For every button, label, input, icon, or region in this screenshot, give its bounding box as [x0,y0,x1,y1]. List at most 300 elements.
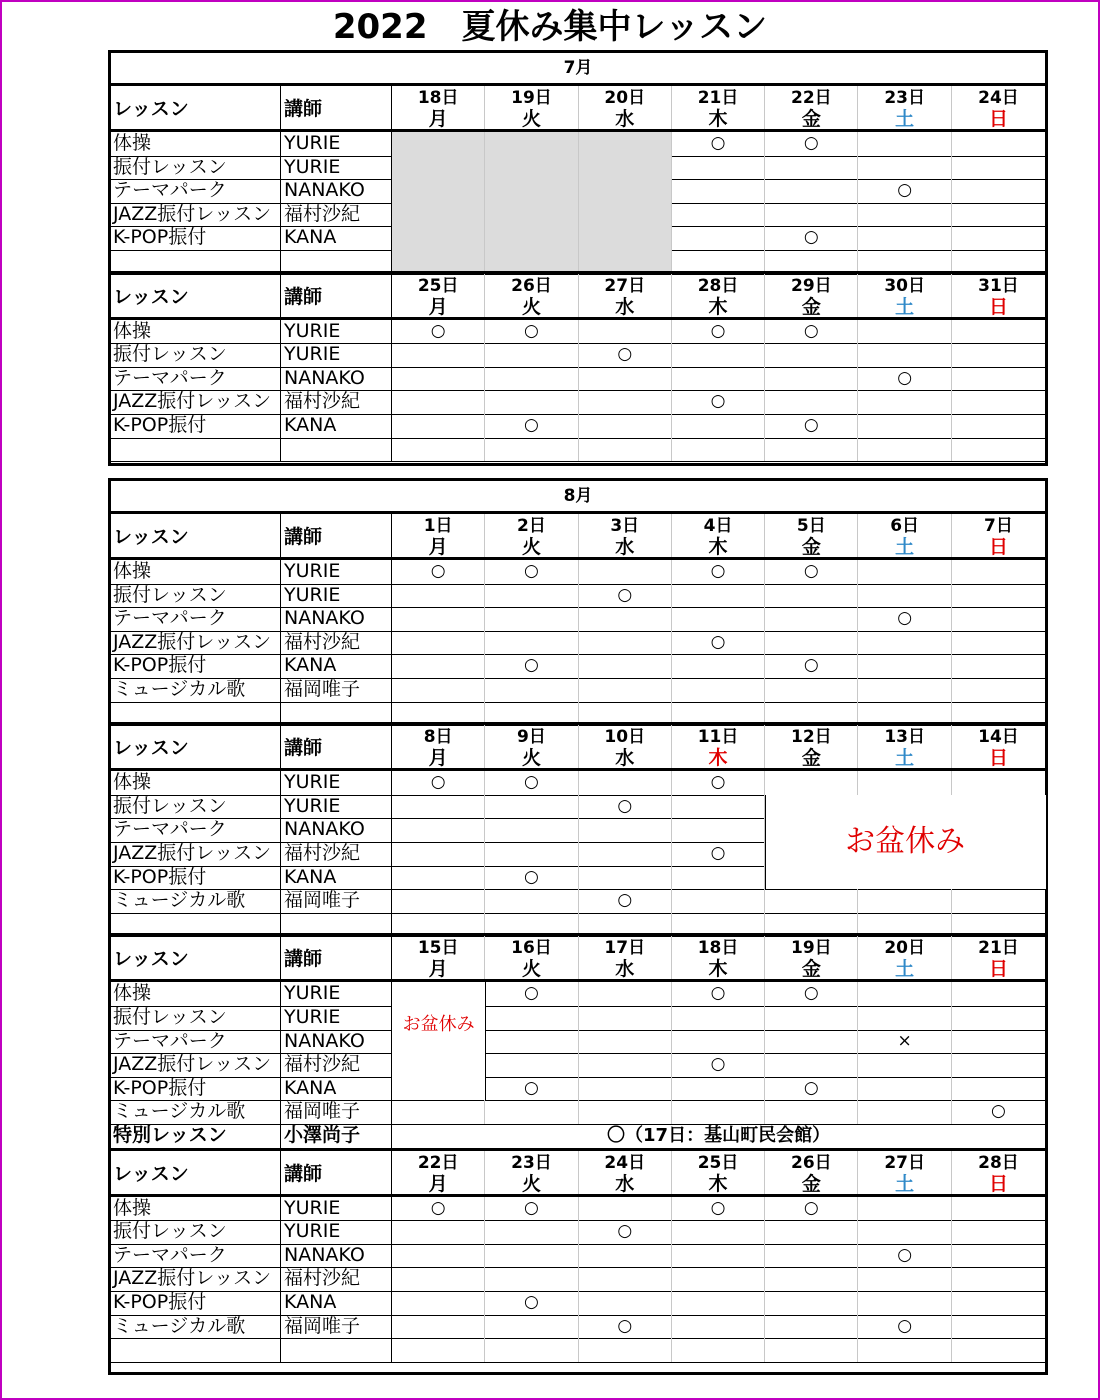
teacher-name: KANA [281,226,392,250]
weekday: 金 [801,1172,821,1195]
schedule-cell [579,842,672,866]
schedule-cell [859,1077,952,1101]
lesson-column-header: レッスン [111,936,281,979]
schedule-cell [485,795,578,819]
schedule-cell [579,179,672,203]
day-header [859,86,952,129]
schedule-cell [765,1315,858,1339]
schedule-cell [579,795,672,819]
special-lesson-note: 〇（17日：基山町民会館） [607,1125,831,1146]
schedule-cell [672,889,765,913]
day-header [859,725,952,768]
blank-cell [392,438,485,462]
schedule-cell [485,1053,578,1077]
weekday: 金 [801,295,821,318]
day-number: 24日 [604,1152,646,1173]
blank-cell [281,438,392,462]
day-number: 20日 [604,88,646,108]
day-header [672,274,765,317]
schedule-cell [579,771,672,795]
day-number: 31日 [978,275,1019,296]
day-header [485,86,578,129]
weekday: 木 [708,108,728,130]
day-number: 5日 [796,516,826,536]
lesson-mark: ○ [430,772,446,793]
schedule-cell [672,1030,765,1054]
day-number: 14日 [978,727,1019,748]
weekday: 火 [521,295,541,318]
lesson-name: テーマパーク [111,1030,281,1054]
lesson-mark: ○ [710,320,726,341]
schedule-cell [859,1053,952,1077]
teacher-name: 福村沙紀 [281,390,392,414]
weekday: 水 [615,295,635,318]
day-header [579,725,672,768]
teacher-column-header: 講師 [281,514,392,557]
month-header: 7月 [111,53,1045,86]
schedule-cell [579,889,672,913]
lesson-name: 体操 [111,320,281,344]
weekday: 土 [895,747,915,770]
schedule-cell [579,1220,672,1244]
schedule-cell [952,343,1045,367]
teacher-name: 福村沙紀 [281,1053,392,1077]
schedule-cell [952,654,1045,678]
schedule-cell [859,1197,952,1221]
schedule-cell [765,607,858,631]
day-header [392,86,485,129]
day-header [392,274,485,317]
day-header [579,1151,672,1194]
schedule-cell [672,156,765,180]
schedule-cell [485,320,578,344]
schedule-cell [765,631,858,655]
weekday: 水 [615,536,635,558]
lesson-column-header: レッスン [111,86,281,129]
day-number: 15日 [417,938,459,959]
weekday: 水 [615,958,635,981]
schedule-cell [952,179,1045,203]
schedule-cell [579,414,672,438]
day-number: 27日 [884,1152,925,1173]
lesson-name: ミュージカル歌 [111,678,281,702]
weekday: 木 [708,958,728,981]
lesson-mark: ○ [617,1315,633,1336]
schedule-cell [765,1244,858,1268]
blank-cell [392,1338,485,1362]
lesson-row [111,390,1045,415]
teacher-name: 福岡唯子 [281,1315,392,1339]
lesson-name: K-POP振付 [111,414,281,438]
lesson-mark: ○ [524,1197,539,1218]
schedule-cell [579,343,672,367]
schedule-cell [485,1006,578,1030]
schedule-cell [485,654,578,678]
lesson-mark: ○ [897,608,913,629]
lesson-mark: ○ [803,1197,819,1218]
schedule-cell [765,771,858,795]
schedule-cell [672,654,765,678]
lesson-row [111,654,1045,679]
schedule-cell [485,1197,578,1221]
august-schedule [108,478,1048,1375]
schedule-cell [579,367,672,391]
weekday: 金 [801,958,821,981]
blank-cell [672,438,765,462]
week-header-row [111,1151,1045,1197]
schedule-cell [579,654,672,678]
schedule-cell [765,1077,858,1101]
schedule-cell [952,226,1045,250]
lesson-mark: ○ [710,983,726,1004]
day-header [765,86,858,129]
lesson-name: 体操 [111,982,281,1006]
schedule-cell [392,560,485,584]
day-number: 18日 [697,938,739,959]
schedule-cell [859,1220,952,1244]
schedule-cell [672,203,765,227]
schedule-cell [672,1267,765,1291]
blank-cell [111,438,281,462]
schedule-cell [392,132,485,156]
teacher-name: YURIE [281,1006,392,1030]
weekday: 月 [428,295,448,318]
schedule-cell [672,1006,765,1030]
day-header [579,274,672,317]
schedule-cell [952,678,1045,702]
schedule-cell [485,179,578,203]
day-number: 28日 [978,1152,1019,1173]
schedule-cell [392,1100,485,1124]
teacher-name: YURIE [281,982,392,1006]
lesson-row [111,631,1045,656]
schedule-cell [392,771,485,795]
lesson-name: テーマパーク [111,179,281,203]
schedule-cell [485,343,578,367]
lesson-mark: ○ [617,890,633,911]
schedule-cell [579,631,672,655]
schedule-cell [672,367,765,391]
lesson-row [111,1220,1045,1245]
day-number: 22日 [791,88,832,108]
schedule-cell [579,226,672,250]
schedule-cell [765,1220,858,1244]
day-header [579,514,672,557]
lesson-mark: ○ [617,1221,633,1242]
weekday: 土 [895,536,915,558]
schedule-cell [672,390,765,414]
schedule-cell [952,982,1045,1006]
schedule-cell [485,414,578,438]
special-lesson-name: 特別レッスン [111,1124,281,1148]
schedule-cell [859,179,952,203]
blank-cell [281,1338,392,1362]
schedule-cell [672,560,765,584]
day-header [485,274,578,317]
lesson-mark: ○ [803,1077,819,1098]
week-header-row [111,725,1045,771]
schedule-cell [765,889,858,913]
schedule-cell [765,390,858,414]
lesson-mark: ○ [430,320,446,341]
schedule-cell [859,343,952,367]
day-number: 22日 [417,1152,459,1173]
lesson-row [111,132,1045,157]
lesson-name: JAZZ振付レッスン [111,842,281,866]
lesson-name: 振付レッスン [111,1006,281,1030]
day-number: 21日 [978,938,1019,959]
obon-holiday-block [392,982,486,1100]
schedule-cell [485,132,578,156]
day-number: 10日 [604,727,646,748]
schedule-cell [672,320,765,344]
lesson-mark: ○ [524,1292,539,1312]
lesson-row [111,1244,1045,1269]
day-number: 13日 [884,727,925,748]
teacher-name: NANAKO [281,179,392,203]
lesson-row [111,1197,1045,1222]
schedule-cell [392,1267,485,1291]
schedule-cell [485,390,578,414]
teacher-column-header: 講師 [281,86,392,129]
day-header [579,936,672,979]
lesson-mark: ○ [524,655,539,676]
teacher-column-header: 講師 [281,1151,392,1194]
day-number: 24日 [978,88,1019,108]
lesson-row [111,1030,1045,1055]
schedule-cell [579,320,672,344]
teacher-name: 福村沙紀 [281,203,392,227]
schedule-cell [579,1291,672,1315]
lesson-mark: ○ [710,631,726,652]
lesson-row [111,1077,1045,1102]
schedule-cell [485,203,578,227]
day-header [672,514,765,557]
schedule-cell [579,1077,672,1101]
lesson-mark: ○ [991,1101,1006,1122]
schedule-cell [485,866,578,890]
lesson-name: 体操 [111,771,281,795]
schedule-cell [392,818,485,842]
schedule-cell [859,560,952,584]
schedule-cell [579,1053,672,1077]
schedule-cell [952,1006,1045,1030]
lesson-name: 振付レッスン [111,156,281,180]
schedule-cell [859,132,952,156]
schedule-cell [952,889,1045,913]
schedule-cell [392,203,485,227]
teacher-name: 福岡唯子 [281,678,392,702]
blank-cell [859,438,952,462]
lesson-row [111,584,1045,609]
weekday: 木 [708,747,728,770]
schedule-cell [765,179,858,203]
day-header [859,1151,952,1194]
day-number: 25日 [697,1152,739,1173]
schedule-cell [485,678,578,702]
lesson-mark: ○ [897,180,913,201]
day-header [859,936,952,979]
day-number: 17日 [604,938,646,959]
teacher-name: NANAKO [281,818,392,842]
schedule-cell [392,1197,485,1221]
weekday: 月 [428,108,448,130]
teacher-name: YURIE [281,156,392,180]
schedule-cell [765,156,858,180]
schedule-cell [952,631,1045,655]
day-header [765,725,858,768]
lesson-mark: ○ [803,415,819,435]
lesson-row [111,1315,1045,1340]
schedule-cell [952,132,1045,156]
schedule-cell [672,1100,765,1124]
schedule-cell [485,1244,578,1268]
schedule-cell [392,367,485,391]
lesson-name: K-POP振付 [111,1291,281,1315]
schedule-cell [952,584,1045,608]
day-header [485,725,578,768]
day-number: 6日 [890,516,920,536]
teacher-name: KANA [281,866,392,890]
day-number: 18日 [417,88,459,108]
teacher-name: YURIE [281,1197,392,1221]
day-header [952,274,1045,317]
schedule-cell [765,982,858,1006]
schedule-cell [859,654,952,678]
lesson-mark: ○ [710,391,726,412]
lesson-name: JAZZ振付レッスン [111,203,281,227]
weekday: 日 [988,295,1008,318]
lesson-mark: ○ [524,1077,539,1098]
day-number: 26日 [511,275,552,296]
lesson-name: テーマパーク [111,367,281,391]
day-header [392,514,485,557]
blank-cell [765,438,858,462]
lesson-name: ミュージカル歌 [111,1315,281,1339]
lesson-column-header: レッスン [111,274,281,317]
special-lesson-row [111,1124,1045,1151]
schedule-cell [672,343,765,367]
blank-row [111,438,1045,463]
schedule-cell [672,1291,765,1315]
schedule-cell [765,654,858,678]
schedule-cell [859,390,952,414]
day-number: 12日 [791,727,832,748]
lesson-name: JAZZ振付レッスン [111,1267,281,1291]
day-number: 19日 [791,938,832,959]
schedule-cell [672,179,765,203]
day-number: 26日 [791,1152,832,1173]
lesson-mark: ○ [617,344,633,365]
schedule-cell [952,1220,1045,1244]
schedule-cell [952,1030,1045,1054]
day-header [765,514,858,557]
schedule-cell [952,414,1045,438]
schedule-cell [859,1315,952,1339]
lesson-mark: ○ [710,772,726,793]
schedule-cell [765,1030,858,1054]
weekday: 土 [895,1172,915,1195]
schedule-cell [672,842,765,866]
lesson-row [111,320,1045,345]
schedule-cell [859,1006,952,1030]
weekday: 火 [521,108,541,130]
day-header [392,936,485,979]
day-number: 19日 [511,88,552,108]
lesson-row [111,343,1045,368]
schedule-cell [672,982,765,1006]
weekday: 日 [988,1172,1008,1195]
lesson-row [111,1053,1045,1078]
schedule-cell [672,678,765,702]
weekday: 水 [615,108,635,130]
schedule-cell [485,1267,578,1291]
schedule-cell [672,1053,765,1077]
day-number: 30日 [884,275,925,296]
schedule-cell [952,560,1045,584]
schedule-cell [859,367,952,391]
schedule-cell [485,560,578,584]
schedule-cell [392,414,485,438]
schedule-cell [485,982,578,1006]
lesson-name: テーマパーク [111,607,281,631]
schedule-cell [672,414,765,438]
weekday: 金 [801,536,821,558]
weekday: 土 [895,295,915,318]
day-number: 3日 [610,516,640,536]
lesson-mark: × [897,1030,912,1051]
schedule-cell [672,132,765,156]
day-header [485,936,578,979]
day-header [485,514,578,557]
schedule-cell [952,607,1045,631]
schedule-cell [952,1291,1045,1315]
lesson-mark: ○ [803,561,819,581]
page-title: 2022 夏休み集中レッスン [332,7,768,47]
lesson-name: K-POP振付 [111,654,281,678]
teacher-name: YURIE [281,132,392,156]
lesson-mark: ○ [803,655,819,676]
schedule-cell [485,818,578,842]
schedule-cell [392,1315,485,1339]
schedule-cell [392,179,485,203]
schedule-cell [392,654,485,678]
day-number: 27日 [604,275,646,296]
schedule-cell [485,771,578,795]
schedule-cell [579,1244,672,1268]
lesson-mark: ○ [524,866,539,887]
lesson-name: ミュージカル歌 [111,1100,281,1124]
lesson-row [111,226,1045,251]
weekday: 木 [708,1172,728,1195]
schedule-cell [579,132,672,156]
schedule-cell [485,1030,578,1054]
schedule-cell [765,1197,858,1221]
lesson-row [111,607,1045,632]
weekday: 火 [521,958,541,981]
schedule-cell [579,1197,672,1221]
schedule-cell [952,367,1045,391]
schedule-cell [579,1315,672,1339]
lesson-name: テーマパーク [111,818,281,842]
schedule-cell [485,1100,578,1124]
schedule-cell [765,203,858,227]
schedule-cell [952,320,1045,344]
schedule-cell [859,631,952,655]
day-number: 2日 [517,516,546,536]
schedule-cell [579,818,672,842]
weekday: 日 [988,108,1008,130]
